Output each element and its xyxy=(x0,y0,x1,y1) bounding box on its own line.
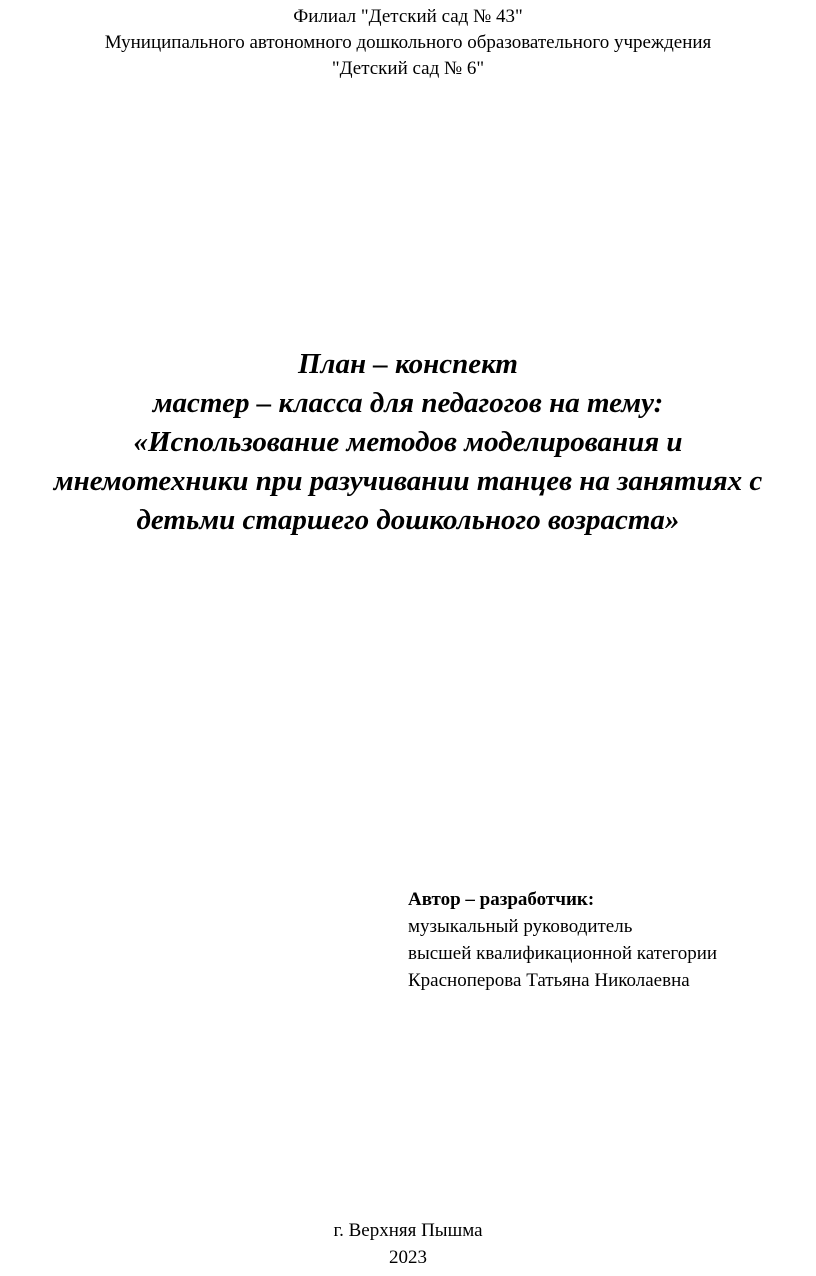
title-line-2: мастер – класса для педагогов на тему: xyxy=(152,387,664,419)
document-footer xyxy=(0,1217,816,1271)
author-heading: Автор – разработчик: xyxy=(408,889,595,910)
document-title xyxy=(0,345,816,540)
header-line-institution: Муниципального автономного дошкольного образовательного учреждения xyxy=(104,32,712,53)
title-line-4: мнемотехники при разучивании танцев на занятиях с xyxy=(53,465,763,497)
author-info xyxy=(408,886,808,994)
title-line-5: детьми старшего дошкольного возраста» xyxy=(136,504,680,536)
author-position: музыкальный руководитель xyxy=(408,916,633,937)
title-line-3: «Использование методов моделирования и xyxy=(133,426,683,458)
header-line-kindergarten: "Детский сад № 6" xyxy=(331,58,485,79)
footer-year: 2023 xyxy=(389,1247,427,1268)
footer-city: г. Верхняя Пышма xyxy=(333,1220,483,1241)
title-line-1: План – конспект xyxy=(298,348,518,380)
author-qualification: высшей квалификационной категории xyxy=(408,943,718,964)
author-name: Красноперова Татьяна Николаевна xyxy=(408,970,690,991)
organization-header xyxy=(0,4,816,82)
header-line-branch: Филиал "Детский сад № 43" xyxy=(293,6,523,27)
